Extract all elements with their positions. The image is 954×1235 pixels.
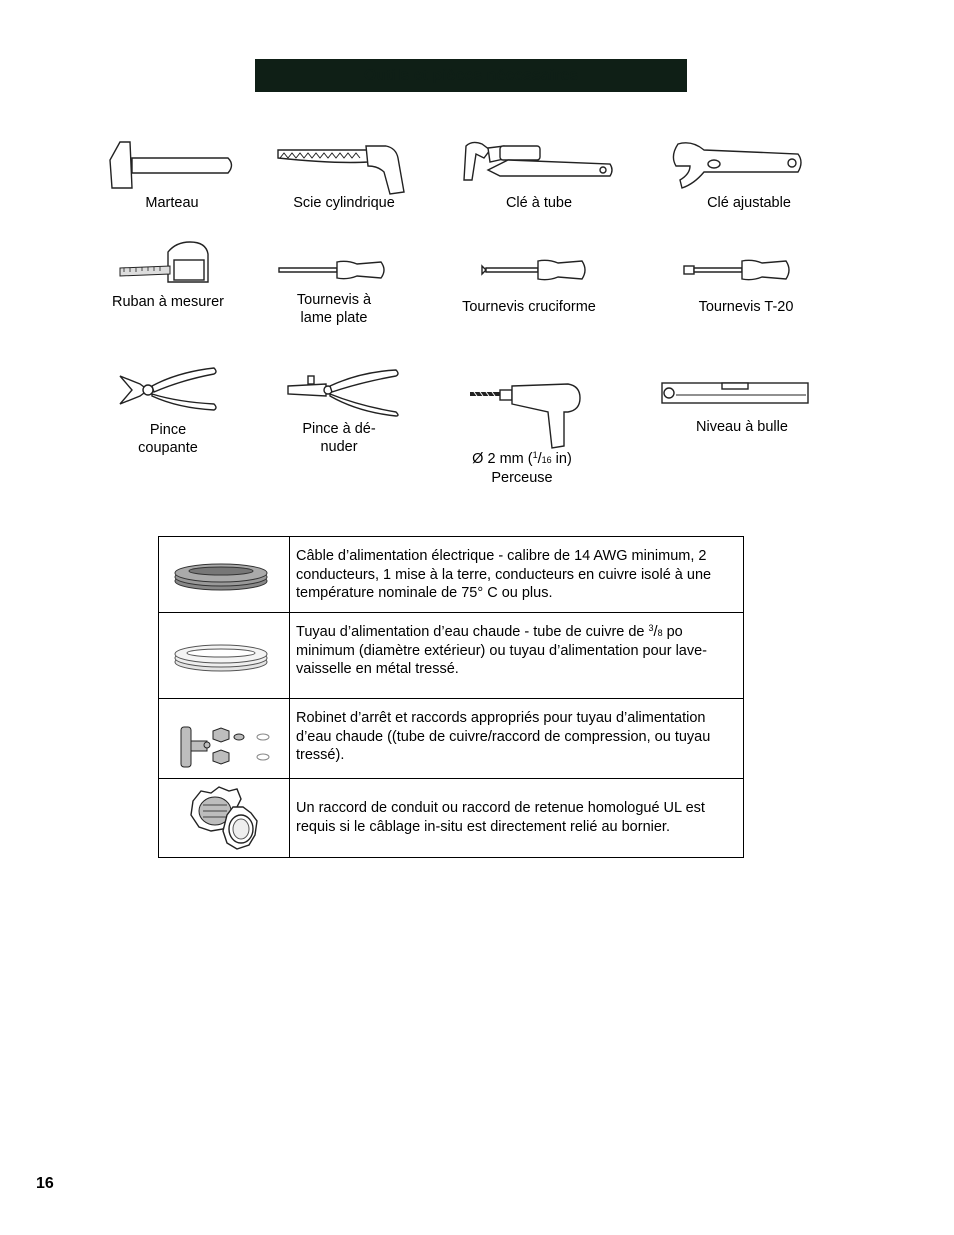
wire-stripper-icon (286, 366, 400, 418)
part-image-cell (159, 699, 290, 779)
label-scie: Scie cylindrique (293, 195, 395, 211)
part-image-cell (159, 779, 290, 858)
part-text-conduit-body: Un raccord de conduit ou raccord de retenue homologué UL est requis si le câblage in-situ est directement relié au bornier. (296, 800, 705, 835)
label-pince-coupante-line1: Pince (149, 422, 187, 438)
label-perceuse-name: Perceuse (491, 470, 553, 486)
part-image-cell (159, 537, 290, 613)
label-pince-denuder (284, 420, 394, 456)
flat-screwdriver-icon (277, 258, 389, 282)
hammer-icon (108, 140, 238, 192)
label-tournevis-t20: Tournevis T-20 (698, 299, 794, 315)
part-text-valve: Robinet d’arrêt et raccords appropriés pour tuyau d’alimentation d’eau chaude ((tube de cuivre/raccord de compression, ou tuyau tressé). (290, 699, 744, 779)
part-text-tube-frac-sep: / (653, 624, 658, 640)
label-cle-ajustable: Clé ajustable (707, 195, 791, 211)
valve-fittings-icon (177, 723, 277, 769)
table-row (159, 613, 744, 699)
table-row (159, 779, 744, 858)
label-perceuse-size-prefix: Ø 2 mm ( (472, 451, 533, 467)
power-cable-coil-icon (171, 559, 271, 591)
label-perceuse-frac-den: 16 (541, 455, 552, 465)
drill-icon (468, 382, 584, 450)
pipe-wrench-icon (460, 140, 615, 186)
label-tournevis-plat (274, 291, 394, 327)
part-text-tube-frac-den: 8 (657, 628, 663, 638)
label-tournevis-plat-line2: lame plate (300, 310, 368, 326)
label-perceuse-size-suffix: in) (551, 451, 572, 467)
section-title: Outils et pièces nécessaires (363, 67, 579, 84)
wire-cutter-icon (118, 366, 220, 414)
label-cle-tube: Clé à tube (505, 195, 573, 211)
adjustable-wrench-icon (668, 140, 806, 192)
part-text-tube-a: Tuyau d’alimentation d’eau chaude - tube de cuivre de (296, 624, 649, 640)
label-pince-denuder-line2: nuder (320, 439, 358, 455)
tape-measure-icon (118, 240, 212, 286)
conduit-fitting-icon (183, 783, 273, 855)
page-number: 16 (36, 1175, 54, 1192)
part-text-conduit (290, 779, 744, 858)
table-row (159, 699, 744, 779)
part-image-cell (159, 613, 290, 699)
label-pince-coupante-line2: coupante (138, 440, 198, 456)
part-text-tube-b: po minimum (diamètre extérieur) ou tuyau d’alimentation pour lave-vaisselle en métal tressé. (296, 624, 708, 677)
label-pince-coupante (118, 421, 218, 457)
label-marteau: Marteau (145, 195, 199, 211)
label-perceuse-frac-num: 1 (532, 450, 538, 460)
torx-screwdriver-icon (682, 257, 794, 283)
phillips-screwdriver-icon (478, 257, 590, 283)
saw-icon (276, 142, 408, 198)
label-perceuse-frac-sep: / (537, 451, 542, 467)
part-text-cable: Câble d’alimentation électrique - calibre de 14 AWG minimum, 2 conducteurs, 1 mise à la terre, conducteurs en cuivre isolé à une température nominale de 75° C ou plus. (290, 537, 744, 613)
label-ruban: Ruban à mesurer (111, 294, 225, 310)
label-tournevis-plat-line1: Tournevis à (296, 292, 372, 308)
part-text-tube-frac-num: 3 (648, 623, 654, 633)
label-tournevis-cruciforme: Tournevis cruciforme (462, 299, 596, 315)
part-text-tube (290, 613, 744, 699)
section-title-banner (255, 59, 687, 92)
copper-tube-coil-icon (171, 641, 271, 673)
label-niveau: Niveau à bulle (696, 419, 788, 435)
parts-table (158, 536, 744, 858)
table-row (159, 537, 744, 613)
label-perceuse (452, 450, 592, 487)
label-pince-denuder-line1: Pince à dé- (302, 421, 376, 437)
spirit-level-icon (660, 381, 810, 405)
